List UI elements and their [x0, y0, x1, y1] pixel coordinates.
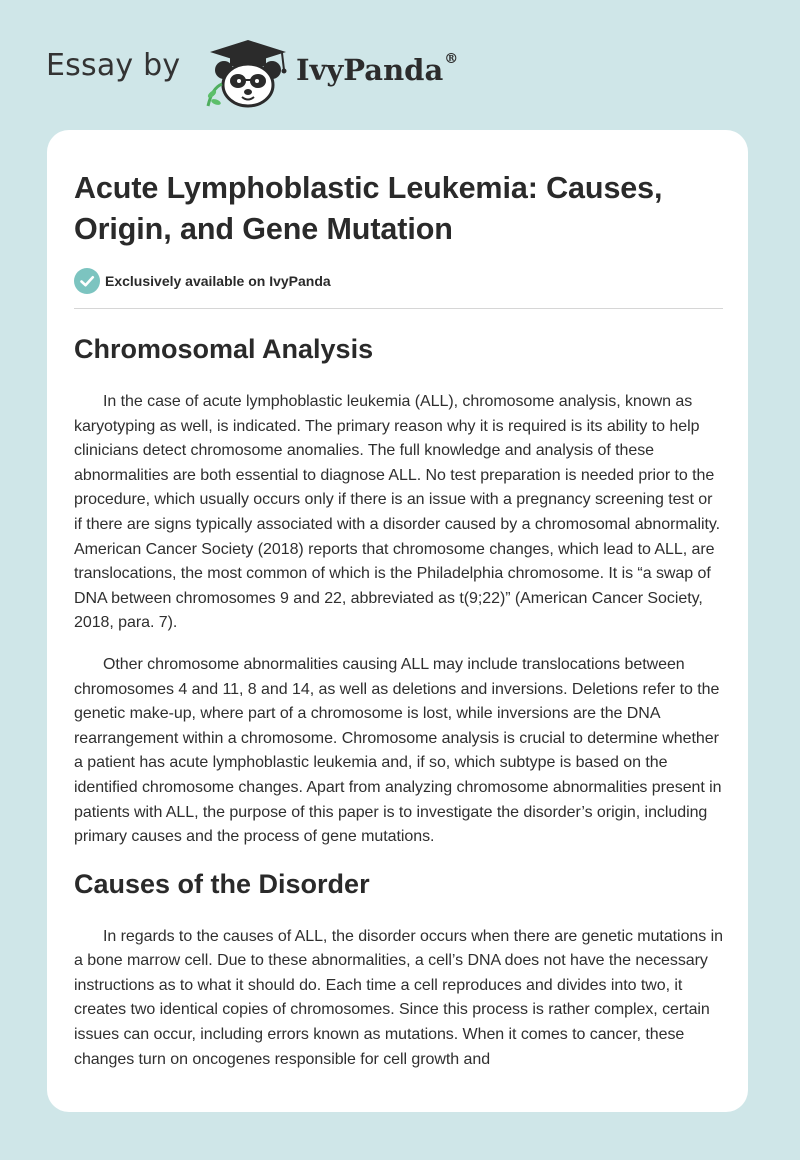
section-heading-chromosomal-analysis: Chromosomal Analysis: [74, 334, 374, 364]
essay-content: [74, 168, 724, 1072]
title-divider: [74, 308, 723, 309]
paragraph: Other chromosome abnormalities causing ALL may include translocations between chromosomes 4 and 11, 8 and 14, as well as deletions and inversions. Deletions refer to the genetic make-up, where part of a chromosome is lost, while inversions are the DNA rearrangement within a chromosome. Chromosome analysis is crucial to determine whether a patient has acute lymphoblastic leukemia and, if so, which subtype is based on the identified chromosome changes. Apart from analyzing chromosome abnormalities present in patients with ALL, the purpose of this paper is to investigate the disorder’s origin, including primary causes and the process of gene mutations.: [74, 655, 722, 846]
checkmark-badge-icon: [74, 268, 100, 294]
site-header: [46, 36, 476, 108]
panda-logo-icon[interactable]: [202, 36, 294, 108]
essay-card: [47, 130, 748, 1112]
section-heading-causes-of-the-disorder: Causes of the Disorder: [74, 868, 370, 899]
exclusive-badge-text: Exclusively available on IvyPanda: [105, 273, 331, 289]
essay-title: Acute Lymphoblastic Leukemia: Causes, Origin, and Gene Mutation: [74, 171, 663, 246]
registered-mark: ®: [444, 51, 459, 67]
essay-by-label: Essay by: [46, 48, 181, 83]
brand-name[interactable]: IvyPanda®: [296, 51, 459, 87]
paragraph: In the case of acute lymphoblastic leukemia (ALL), chromosome analysis, known as karyotyping as well, is indicated. The primary reason why it is required is its ability to help clinicians detect chromosome anomalies. The full knowledge and analysis of these abnormalities are both essential to diagnose ALL. No test preparation is needed prior to the procedure, which usually occurs only if there is an issue with a pregnancy screening test or if there are signs typically associated with a disorder caused by a chromosomal abnormality. American Cancer Society (2018) reports that chromosome changes, which lead to ALL, are translocations, the most common of which is the Philadelphia chromosome. It is “a swap of DNA between chromosomes 9 and 22, abbreviated as t(9;22)” (American Cancer Society, 2018, para. 7).: [74, 393, 721, 632]
paragraph: In regards to the causes of ALL, the disorder occurs when there are genetic mutations in a bone marrow cell. Due to these abnormalities, a cell’s DNA does not have the necessary instructions as to what it should do. Each time a cell reproduces and divides into two, it creates two identical copies of chromosomes. Since this process is rather complex, certain issues can occur, including errors known as mutations. When it comes to cancer, these changes turn on oncogenes responsible for cell growth and: [74, 927, 723, 1068]
exclusive-badge: [74, 268, 724, 294]
